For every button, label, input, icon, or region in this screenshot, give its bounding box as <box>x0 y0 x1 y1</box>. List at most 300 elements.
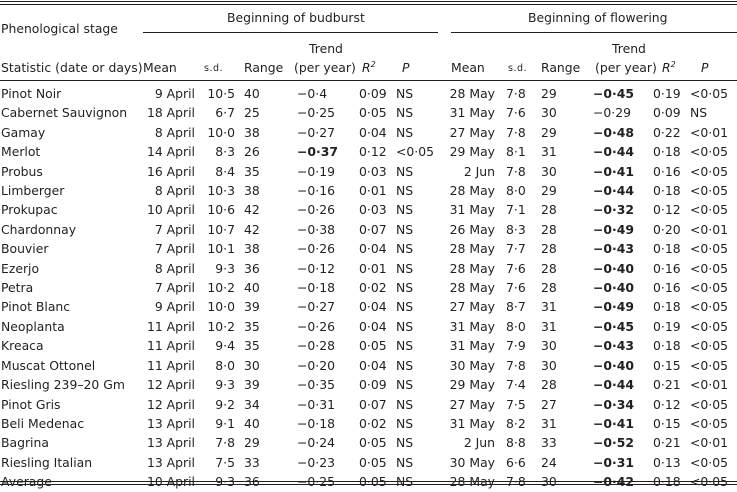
col-header-flowering-r2 <box>662 61 676 75</box>
flowering-r2-cell: 0·18 <box>653 183 681 199</box>
variety-name-cell: Pinot Gris <box>1 396 61 412</box>
table-row <box>0 356 730 375</box>
flowering-range-cell: 29 <box>541 183 557 199</box>
flowering-trend-cell: −0·49 <box>593 221 634 237</box>
flowering-trend-cell: −0·40 <box>593 357 634 373</box>
flowering-trend-cell: −0·41 <box>593 415 634 431</box>
flowering-range-cell: 31 <box>541 299 557 315</box>
flowering-r2-cell: 0·19 <box>653 318 681 334</box>
budburst-r2-cell: 0·05 <box>359 338 387 354</box>
budburst-trend-cell: −0·18 <box>297 280 335 296</box>
budburst-range-cell: 36 <box>244 260 260 276</box>
flowering-range-cell: 28 <box>541 260 557 276</box>
flowering-trend-cell: −0·44 <box>593 183 634 199</box>
flowering-trend-cell: −0·31 <box>593 454 634 470</box>
budburst-p-cell: NS <box>396 280 414 296</box>
variety-name-cell: Gamay <box>1 124 46 140</box>
budburst-range-cell: 35 <box>244 163 260 179</box>
flowering-mean-cell: 31 May <box>449 318 495 334</box>
flowering-mean-cell: 31 May <box>449 105 495 121</box>
flowering-sd-cell: 7·5 <box>506 396 526 412</box>
flowering-sd-cell: 7·6 <box>506 280 526 296</box>
flowering-sd-cell: 7·8 <box>506 357 526 373</box>
table-row <box>0 123 730 142</box>
flowering-mean-cell: 31 May <box>449 202 495 218</box>
budburst-p-cell: NS <box>396 377 414 393</box>
budburst-r2-cell: 0·09 <box>359 86 387 101</box>
col-header-r2 <box>362 61 376 75</box>
top-rule-inner <box>0 4 737 5</box>
budburst-mean-cell: 13 April <box>146 435 195 451</box>
flowering-mean-cell: 28 May <box>449 183 495 199</box>
budburst-r2-cell: 0·04 <box>359 299 387 315</box>
budburst-r2-cell: 0·05 <box>359 435 387 451</box>
flowering-mean-cell: 30 May <box>449 454 495 470</box>
r2-superscript: 2 <box>370 60 376 69</box>
flowering-sd-cell: 8·7 <box>506 299 526 315</box>
budburst-r2-cell: 0·01 <box>359 183 387 199</box>
budburst-mean-cell: 8 April <box>154 124 195 140</box>
flowering-p-cell: <0·05 <box>690 357 728 373</box>
table-row <box>0 84 730 103</box>
budburst-r2-cell: 0·04 <box>359 241 387 257</box>
col-header-flowering-trend-bottom: (per year) <box>595 60 657 75</box>
variety-name-cell: Cabernet Sauvignon <box>1 105 128 121</box>
budburst-range-cell: 30 <box>244 357 260 373</box>
flowering-range-cell: 30 <box>541 163 557 179</box>
bottom-rule-outer <box>0 484 737 485</box>
flowering-p-cell: <0·05 <box>690 241 728 257</box>
flowering-mean-cell: 27 May <box>449 124 495 140</box>
table-row <box>0 317 730 336</box>
budburst-mean-cell: 13 April <box>146 415 195 431</box>
budburst-p-cell: NS <box>396 318 414 334</box>
budburst-r2-cell: 0·02 <box>359 280 387 296</box>
budburst-r2-cell: 0·01 <box>359 260 387 276</box>
table-row <box>0 181 730 200</box>
flowering-mean-cell: 2 Jun <box>463 435 495 451</box>
budburst-r2-cell: 0·05 <box>359 105 387 121</box>
table-row <box>0 162 730 181</box>
flowering-mean-cell: 29 May <box>449 144 495 160</box>
budburst-trend-cell: −0·20 <box>297 357 335 373</box>
flowering-r2-cell: 0·18 <box>653 299 681 315</box>
flowering-p-cell: <0·05 <box>690 86 728 101</box>
col-header-range: Range <box>244 60 284 75</box>
budburst-range-cell: 40 <box>244 86 260 101</box>
budburst-sd-cell: 10·1 <box>207 241 235 257</box>
group-underline-flowering <box>451 32 737 33</box>
budburst-trend-cell: −0·26 <box>297 318 335 334</box>
table-row <box>0 142 730 161</box>
budburst-sd-cell: 6·7 <box>215 105 235 121</box>
table-row <box>0 200 730 219</box>
variety-name-cell: Ezerjo <box>1 260 40 276</box>
stub-header-bottom: Statistic (date or days) <box>1 60 143 75</box>
budburst-r2-cell: 0·05 <box>359 454 387 470</box>
flowering-mean-cell: 31 May <box>449 415 495 431</box>
flowering-r2-cell: 0·18 <box>653 338 681 354</box>
flowering-trend-cell: −0·52 <box>593 435 634 451</box>
variety-name-cell: Neoplanta <box>1 318 65 334</box>
budburst-r2-cell: 0·09 <box>359 377 387 393</box>
variety-name-cell: Limberger <box>1 183 65 199</box>
flowering-r2-cell: 0·09 <box>653 105 681 121</box>
col-header-trend-top: Trend <box>309 41 343 56</box>
budburst-r2-cell: 0·03 <box>359 202 387 218</box>
budburst-p-cell: NS <box>396 163 414 179</box>
flowering-trend-cell: −0·41 <box>593 163 634 179</box>
table-row <box>0 453 730 472</box>
flowering-r2-cell: 0·18 <box>653 144 681 160</box>
budburst-p-cell: NS <box>396 105 414 121</box>
budburst-trend-cell: −0·18 <box>297 415 335 431</box>
col-header-p: P <box>402 60 410 75</box>
budburst-range-cell: 35 <box>244 338 260 354</box>
table-row <box>0 336 730 355</box>
table-row <box>0 297 730 316</box>
budburst-trend-cell: −0·27 <box>297 299 335 315</box>
col-header-sd: s.d. <box>204 63 224 74</box>
flowering-range-cell: 30 <box>541 105 557 121</box>
budburst-sd-cell: 10·0 <box>207 124 235 140</box>
flowering-p-cell: <0·05 <box>690 415 728 431</box>
budburst-trend-cell: −0·26 <box>297 241 335 257</box>
flowering-mean-cell: 27 May <box>449 396 495 412</box>
flowering-p-cell: <0·05 <box>690 338 728 354</box>
budburst-mean-cell: 8 April <box>154 260 195 276</box>
budburst-p-cell: NS <box>396 124 414 140</box>
r2-superscript: 2 <box>670 60 676 69</box>
budburst-r2-cell: 0·04 <box>359 318 387 334</box>
budburst-trend-cell: −0·25 <box>297 105 335 121</box>
budburst-sd-cell: 9·1 <box>215 415 235 431</box>
flowering-range-cell: 31 <box>541 318 557 334</box>
budburst-trend-cell: −0·27 <box>297 124 335 140</box>
variety-name-cell: Riesling Italian <box>1 454 93 470</box>
flowering-p-cell: <0·05 <box>690 299 728 315</box>
budburst-range-cell: 42 <box>244 202 260 218</box>
flowering-r2-cell: 0·20 <box>653 221 681 237</box>
budburst-r2-cell: 0·07 <box>359 396 387 412</box>
budburst-p-cell: NS <box>396 86 414 101</box>
budburst-range-cell: 38 <box>244 241 260 257</box>
flowering-sd-cell: 8·0 <box>506 318 526 334</box>
col-header-flowering-range: Range <box>541 60 581 75</box>
flowering-sd-cell: 7·6 <box>506 260 526 276</box>
table-row <box>0 220 730 239</box>
flowering-sd-cell: 7·7 <box>506 241 526 257</box>
budburst-range-cell: 39 <box>244 377 260 393</box>
flowering-r2-cell: 0·16 <box>653 260 681 276</box>
flowering-r2-cell: 0·15 <box>653 357 681 373</box>
variety-name-cell: Pinot Blanc <box>1 299 71 315</box>
variety-name-cell: Bouvier <box>1 241 49 257</box>
flowering-r2-cell: 0·21 <box>653 377 681 393</box>
flowering-mean-cell: 28 May <box>449 280 495 296</box>
budburst-p-cell: NS <box>396 299 414 315</box>
flowering-trend-cell: −0·32 <box>593 202 634 218</box>
col-header-flowering-mean: Mean <box>451 60 485 75</box>
flowering-r2-cell: 0·16 <box>653 163 681 179</box>
budburst-p-cell: NS <box>396 183 414 199</box>
budburst-mean-cell: 7 April <box>154 280 195 296</box>
col-header-flowering-trend-top: Trend <box>612 41 646 56</box>
flowering-mean-cell: 2 Jun <box>463 163 495 179</box>
budburst-p-cell: NS <box>396 454 414 470</box>
budburst-range-cell: 40 <box>244 280 260 296</box>
variety-name-cell: Probus <box>1 163 43 179</box>
budburst-mean-cell: 13 April <box>146 454 195 470</box>
header-rule <box>0 80 737 81</box>
flowering-mean-cell: 27 May <box>449 299 495 315</box>
flowering-range-cell: 31 <box>541 415 557 431</box>
flowering-p-cell: <0·01 <box>690 221 728 237</box>
flowering-trend-cell: −0·40 <box>593 260 634 276</box>
flowering-trend-cell: −0·44 <box>593 144 634 160</box>
flowering-mean-cell: 28 May <box>449 241 495 257</box>
flowering-range-cell: 28 <box>541 377 557 393</box>
budburst-p-cell: NS <box>396 415 414 431</box>
flowering-trend-cell: −0·29 <box>593 105 631 121</box>
data-table <box>0 84 730 492</box>
flowering-p-cell: <0·05 <box>690 260 728 276</box>
flowering-trend-cell: −0·48 <box>593 124 634 140</box>
table-row <box>0 375 730 394</box>
flowering-sd-cell: 8·8 <box>506 435 526 451</box>
budburst-sd-cell: 7·5 <box>215 454 235 470</box>
budburst-range-cell: 42 <box>244 221 260 237</box>
budburst-mean-cell: 11 April <box>146 357 195 373</box>
budburst-trend-cell: −0·23 <box>297 454 335 470</box>
budburst-trend-cell: −0·19 <box>297 163 335 179</box>
budburst-mean-cell: 18 April <box>146 105 195 121</box>
bottom-rule-inner <box>0 481 737 482</box>
flowering-range-cell: 30 <box>541 338 557 354</box>
budburst-sd-cell: 9·3 <box>215 377 235 393</box>
budburst-range-cell: 40 <box>244 415 260 431</box>
table-row <box>0 103 730 122</box>
col-header-trend-bottom: (per year) <box>294 60 356 75</box>
flowering-trend-cell: −0·40 <box>593 280 634 296</box>
flowering-range-cell: 24 <box>541 454 557 470</box>
flowering-p-cell: <0·01 <box>690 377 728 393</box>
budburst-mean-cell: 10 April <box>146 202 195 218</box>
flowering-range-cell: 28 <box>541 241 557 257</box>
flowering-sd-cell: 7·8 <box>506 86 526 101</box>
flowering-p-cell: NS <box>690 105 708 121</box>
table-row <box>0 259 730 278</box>
variety-name-cell: Chardonnay <box>1 221 77 237</box>
flowering-sd-cell: 8·3 <box>506 221 526 237</box>
top-rule-outer <box>0 1 737 2</box>
budburst-range-cell: 35 <box>244 318 260 334</box>
variety-name-cell: Merlot <box>1 144 41 160</box>
flowering-sd-cell: 6·6 <box>506 454 526 470</box>
flowering-range-cell: 28 <box>541 280 557 296</box>
r2-base: R <box>662 60 671 75</box>
budburst-trend-cell: −0·35 <box>297 377 335 393</box>
variety-name-cell: Kreaca <box>1 338 44 354</box>
flowering-r2-cell: 0·15 <box>653 415 681 431</box>
flowering-sd-cell: 7·6 <box>506 105 526 121</box>
table-row <box>0 433 730 452</box>
flowering-range-cell: 31 <box>541 144 557 160</box>
flowering-p-cell: <0·01 <box>690 435 728 451</box>
variety-name-cell: Prokupac <box>1 202 58 218</box>
flowering-range-cell: 28 <box>541 202 557 218</box>
budburst-range-cell: 29 <box>244 435 260 451</box>
budburst-sd-cell: 10·7 <box>207 221 235 237</box>
flowering-r2-cell: 0·21 <box>653 435 681 451</box>
budburst-trend-cell: −0·37 <box>297 144 338 160</box>
variety-name-cell: Beli Medenac <box>1 415 85 431</box>
flowering-p-cell: <0·05 <box>690 144 728 160</box>
flowering-sd-cell: 7·8 <box>506 124 526 140</box>
budburst-trend-cell: −0·24 <box>297 435 335 451</box>
budburst-mean-cell: 7 April <box>154 221 195 237</box>
flowering-r2-cell: 0·12 <box>653 202 681 218</box>
budburst-r2-cell: 0·04 <box>359 357 387 373</box>
budburst-range-cell: 26 <box>244 144 260 160</box>
budburst-range-cell: 38 <box>244 183 260 199</box>
flowering-mean-cell: 28 May <box>449 260 495 276</box>
budburst-p-cell: NS <box>396 435 414 451</box>
flowering-sd-cell: 8·2 <box>506 415 526 431</box>
budburst-range-cell: 34 <box>244 396 260 412</box>
budburst-mean-cell: 7 April <box>154 241 195 257</box>
budburst-range-cell: 38 <box>244 124 260 140</box>
budburst-sd-cell: 9·4 <box>215 338 235 354</box>
flowering-range-cell: 27 <box>541 396 557 412</box>
variety-name-cell: Pinot Noir <box>1 86 62 101</box>
budburst-sd-cell: 10·6 <box>207 202 235 218</box>
group-header-budburst: Beginning of budburst <box>227 10 365 25</box>
budburst-range-cell: 39 <box>244 299 260 315</box>
budburst-range-cell: 25 <box>244 105 260 121</box>
flowering-trend-cell: −0·43 <box>593 241 634 257</box>
flowering-p-cell: <0·05 <box>690 318 728 334</box>
budburst-r2-cell: 0·07 <box>359 221 387 237</box>
budburst-sd-cell: 10·2 <box>207 280 235 296</box>
flowering-r2-cell: 0·22 <box>653 124 681 140</box>
budburst-sd-cell: 10·5 <box>207 86 235 101</box>
budburst-mean-cell: 12 April <box>146 377 195 393</box>
col-header-flowering-p: P <box>701 60 709 75</box>
flowering-trend-cell: −0·49 <box>593 299 634 315</box>
budburst-sd-cell: 8·4 <box>215 163 235 179</box>
flowering-mean-cell: 26 May <box>449 221 495 237</box>
flowering-p-cell: <0·01 <box>690 124 728 140</box>
budburst-mean-cell: 14 April <box>146 144 195 160</box>
flowering-r2-cell: 0·18 <box>653 241 681 257</box>
budburst-p-cell: NS <box>396 202 414 218</box>
flowering-range-cell: 29 <box>541 86 557 101</box>
budburst-mean-cell: 8 April <box>154 183 195 199</box>
flowering-p-cell: <0·05 <box>690 183 728 199</box>
budburst-sd-cell: 9·2 <box>215 396 235 412</box>
table-body <box>0 84 730 492</box>
budburst-p-cell: NS <box>396 396 414 412</box>
flowering-r2-cell: 0·13 <box>653 454 681 470</box>
flowering-range-cell: 30 <box>541 357 557 373</box>
table-row <box>0 395 730 414</box>
flowering-trend-cell: −0·45 <box>593 318 634 334</box>
budburst-r2-cell: 0·04 <box>359 124 387 140</box>
flowering-mean-cell: 29 May <box>449 377 495 393</box>
budburst-sd-cell: 10·2 <box>207 318 235 334</box>
stub-header-top: Phenological stage <box>1 21 118 36</box>
budburst-sd-cell: 8·0 <box>215 357 235 373</box>
flowering-p-cell: <0·05 <box>690 454 728 470</box>
budburst-mean-cell: 9 April <box>154 86 195 101</box>
budburst-sd-cell: 9·3 <box>215 260 235 276</box>
flowering-r2-cell: 0·16 <box>653 280 681 296</box>
table-row <box>0 239 730 258</box>
flowering-trend-cell: −0·34 <box>593 396 634 412</box>
flowering-mean-cell: 28 May <box>449 86 495 101</box>
budburst-p-cell: NS <box>396 260 414 276</box>
flowering-p-cell: <0·05 <box>690 202 728 218</box>
budburst-p-cell: NS <box>396 241 414 257</box>
budburst-trend-cell: −0·4 <box>297 86 328 101</box>
flowering-trend-cell: −0·45 <box>593 86 634 101</box>
budburst-trend-cell: −0·28 <box>297 338 335 354</box>
budburst-trend-cell: −0·16 <box>297 183 335 199</box>
budburst-sd-cell: 10·0 <box>207 299 235 315</box>
flowering-sd-cell: 7·9 <box>506 338 526 354</box>
variety-name-cell: Petra <box>1 280 34 296</box>
flowering-range-cell: 29 <box>541 124 557 140</box>
flowering-trend-cell: −0·44 <box>593 377 634 393</box>
table-row <box>0 278 730 297</box>
table-row <box>0 414 730 433</box>
flowering-r2-cell: 0·19 <box>653 86 681 101</box>
flowering-range-cell: 28 <box>541 221 557 237</box>
budburst-r2-cell: 0·12 <box>359 144 387 160</box>
flowering-sd-cell: 8·0 <box>506 183 526 199</box>
flowering-p-cell: <0·05 <box>690 163 728 179</box>
flowering-sd-cell: 7·1 <box>506 202 526 218</box>
budburst-mean-cell: 11 April <box>146 318 195 334</box>
flowering-sd-cell: 7·8 <box>506 163 526 179</box>
col-header-mean: Mean <box>143 60 177 75</box>
flowering-sd-cell: 7·4 <box>506 377 526 393</box>
flowering-mean-cell: 30 May <box>449 357 495 373</box>
budburst-mean-cell: 12 April <box>146 396 195 412</box>
budburst-r2-cell: 0·02 <box>359 415 387 431</box>
budburst-mean-cell: 16 April <box>146 163 195 179</box>
budburst-mean-cell: 9 April <box>154 299 195 315</box>
budburst-mean-cell: 11 April <box>146 338 195 354</box>
budburst-trend-cell: −0·31 <box>297 396 335 412</box>
budburst-r2-cell: 0·03 <box>359 163 387 179</box>
variety-name-cell: Riesling 239–20 Gm <box>1 377 125 393</box>
budburst-sd-cell: 10·3 <box>207 183 235 199</box>
flowering-r2-cell: 0·12 <box>653 396 681 412</box>
group-underline-budburst <box>143 32 438 33</box>
col-header-flowering-sd: s.d. <box>508 63 528 74</box>
budburst-p-cell: NS <box>396 338 414 354</box>
flowering-sd-cell: 8·1 <box>506 144 526 160</box>
flowering-mean-cell: 31 May <box>449 338 495 354</box>
budburst-trend-cell: −0·26 <box>297 202 335 218</box>
budburst-range-cell: 33 <box>244 454 260 470</box>
r2-base: R <box>362 60 371 75</box>
flowering-trend-cell: −0·43 <box>593 338 634 354</box>
variety-name-cell: Bagrina <box>1 435 49 451</box>
flowering-p-cell: <0·05 <box>690 280 728 296</box>
